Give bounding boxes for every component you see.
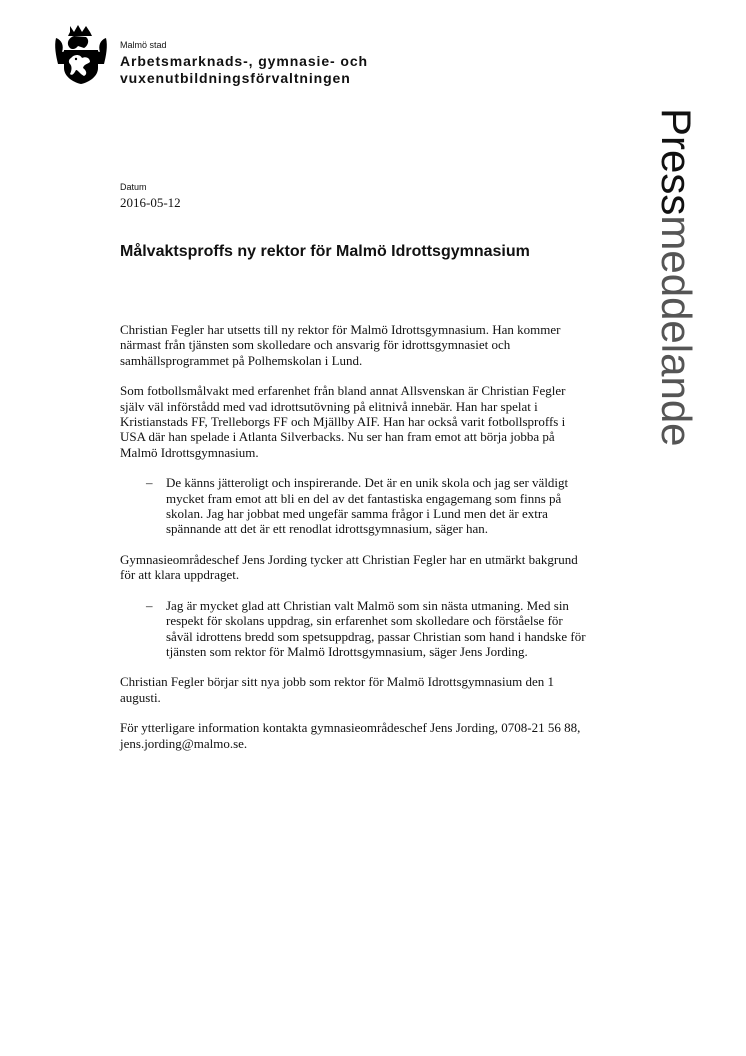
vertical-title-part-1: Press	[653, 108, 700, 216]
body-paragraph: Gymnasieområdeschef Jens Jording tycker att Christian Fegler har en utmärkt bakgrund för att klara uppdraget.	[120, 551, 578, 583]
body-paragraph: Som fotbollsmålvakt med erfarenhet från bland annat Allsvenskan är Christian Fegler själv väl införstådd med vad idrottsutövning på elitnivå innebär. Han har spelat i Kristianstads FF, Trelleborgs FF och Mjällby AIF. Han har också varit fotbollsproffs i USA där han spelade i Atlanta Silverbacks. Nu ser han fram emot att börja jobba på Malmö Idrottsgymnasium.	[120, 383, 566, 460]
quote-text: De känns jätteroligt och inspirerande. Det är en unik skola och jag ser väldigt mycket fram emot att bli en del av det fantastiska engagemang som finns på skolan. Jag har jobbat med ungefär samma frågor i Lund men det är extra spännande att det är ett renodlat idrottsgymnasium, säger han.	[166, 475, 569, 537]
org-name	[120, 53, 500, 87]
quote-dash: –	[146, 597, 153, 613]
quote-text: Jag är mycket glad att Christian valt Malmö som sin nästa utmaning. Med sin respekt för skolans uppdrag, sin erfarenhet som skolledare och förståelse för såväl idrottens bredd som spetsuppdrag, passar Christian som hand i handske för tjänsten som rektor för Malmö Idrottsgymnasium, säger Jens Jording.	[166, 597, 586, 659]
quote-block	[120, 475, 590, 537]
quote-block	[120, 598, 590, 660]
quote-dash: –	[146, 475, 153, 491]
malmo-griffin-coat-of-arms-icon	[54, 24, 108, 84]
date-value: 2016-05-12	[120, 195, 181, 210]
org-name-line-1: Arbetsmarknads-, gymnasie- och	[120, 53, 368, 69]
org-small-label: Malmö stad	[120, 40, 167, 50]
contact-paragraph: För ytterligare information kontakta gymnasieområdeschef Jens Jording, 0708-21 56 88, jens.jording@malmo.se.	[120, 720, 581, 751]
vertical-title-part-2: meddelande	[653, 215, 700, 447]
press-release-body	[120, 322, 590, 766]
body-paragraph: Christian Fegler har utsetts till ny rektor för Malmö Idrottsgymnasium. Han kommer närmast från tjänsten som skolledare och ansvarig för idrottsgymnasiet och samhällsprogrammet på Polhemskolan i Lund.	[120, 322, 561, 368]
headline: Målvaktsproffs ny rektor för Malmö Idrottsgymnasium	[120, 243, 530, 260]
pressmeddelande-vertical-title	[636, 108, 716, 548]
body-paragraph: Christian Fegler börjar sitt nya jobb som rektor för Malmö Idrottsgymnasium den 1 augusti.	[120, 674, 554, 705]
date-label: Datum	[120, 182, 147, 192]
org-name-line-2: vuxenutbildningsförvaltningen	[120, 70, 351, 86]
